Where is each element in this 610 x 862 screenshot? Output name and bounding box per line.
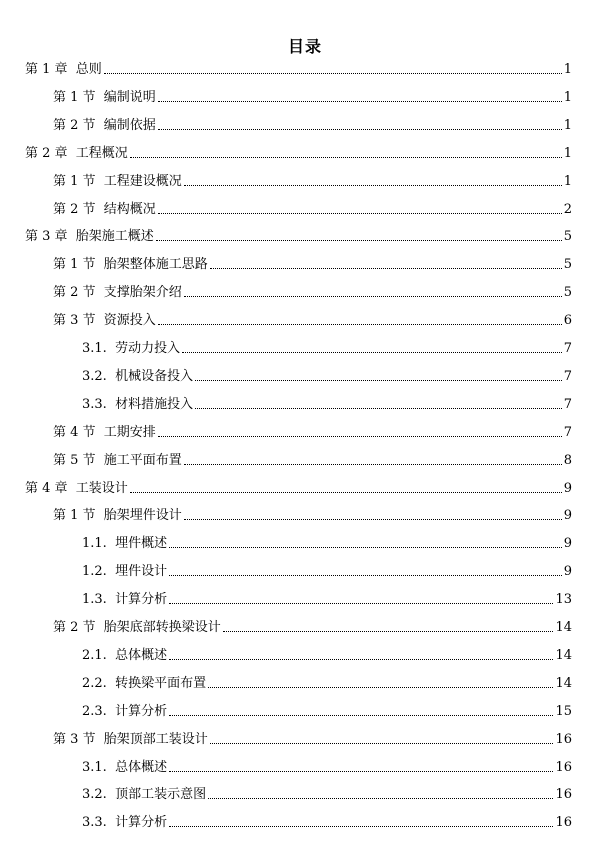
toc-entry[interactable] <box>0 170 610 190</box>
dot-leader <box>169 770 553 772</box>
toc-entry-label: 第 3 章 胎架施工概述 <box>25 229 154 245</box>
dot-leader <box>169 602 553 604</box>
toc-entry[interactable] <box>0 421 610 441</box>
toc-entry-label: 1.2. 埋件设计 <box>82 564 168 580</box>
dot-leader <box>158 100 562 102</box>
dot-leader <box>169 825 553 827</box>
toc-entry-page: 9 <box>563 508 572 524</box>
toc-entry-page: 16 <box>555 731 572 747</box>
toc-entry-label: 第 2 章 工程概况 <box>25 145 128 161</box>
toc-entry-page: 16 <box>555 787 572 803</box>
dot-leader <box>169 714 553 716</box>
toc-entry-page: 7 <box>563 424 572 440</box>
toc-entry[interactable] <box>0 253 610 273</box>
toc-entry-label: 第 3 节 胎架顶部工装设计 <box>53 731 208 747</box>
toc-entry-page: 14 <box>555 647 572 663</box>
toc-entry[interactable] <box>0 728 610 748</box>
toc-entry-page: 9 <box>563 536 572 552</box>
toc-entry-label: 3.3. 计算分析 <box>82 815 168 831</box>
toc-entry[interactable] <box>0 672 610 692</box>
toc-entry-page: 8 <box>563 452 572 468</box>
toc-entry-label: 3.1. 劳动力投入 <box>82 341 181 356</box>
toc-entry[interactable] <box>0 449 610 469</box>
dot-leader <box>195 407 562 409</box>
dot-leader <box>169 574 562 576</box>
toc-entry-label: 第 2 节 编制依据 <box>53 117 156 133</box>
toc-entry-page: 1 <box>563 173 572 189</box>
toc-entry-label: 1.3. 计算分析 <box>82 592 168 608</box>
dot-leader <box>158 128 562 130</box>
toc-entry[interactable] <box>0 560 610 580</box>
dot-leader <box>184 463 562 465</box>
toc-entry[interactable] <box>0 337 610 357</box>
dot-leader <box>130 491 562 493</box>
dot-leader <box>130 156 562 158</box>
toc-entry-label: 第 4 节 工期安排 <box>53 424 156 440</box>
toc-entry[interactable] <box>0 588 610 608</box>
dot-leader <box>184 184 562 186</box>
toc-entry[interactable] <box>0 58 610 78</box>
toc-entry-label: 第 4 章 工装设计 <box>25 480 128 496</box>
dot-leader <box>104 72 562 74</box>
toc-entry[interactable] <box>0 756 610 776</box>
dot-leader <box>208 686 553 688</box>
toc-entry-page: 5 <box>563 285 572 301</box>
toc-entry-label: 2.1. 总体概述 <box>82 647 168 663</box>
toc-entry-label: 3.2. 顶部工装示意图 <box>82 787 207 803</box>
dot-leader <box>223 630 554 632</box>
toc-entry[interactable] <box>0 644 610 664</box>
toc-entry-page: 15 <box>555 703 572 719</box>
toc-entry-label: 2.3. 计算分析 <box>82 703 168 719</box>
toc-entry[interactable] <box>0 616 610 636</box>
toc-entry-page: 13 <box>555 592 572 608</box>
toc-entry-page: 16 <box>555 759 572 775</box>
toc-entry-page: 6 <box>563 313 572 329</box>
toc-entry[interactable] <box>0 114 610 134</box>
toc-title: 目录 <box>287 37 322 56</box>
dot-leader <box>156 239 562 241</box>
dot-leader <box>184 518 562 520</box>
toc-entry-page: 5 <box>563 229 572 245</box>
toc-entry-label: 2.2. 转换梁平面布置 <box>82 675 207 691</box>
toc-entry[interactable] <box>0 142 610 162</box>
toc-entry-page: 16 <box>555 815 572 831</box>
toc-entry[interactable] <box>0 281 610 301</box>
toc-entry-label: 第 1 节 胎架埋件设计 <box>53 508 182 524</box>
toc-entry-page: 7 <box>563 368 572 384</box>
toc-entry-label: 3.3. 材料措施投入 <box>82 396 194 412</box>
toc-entry[interactable] <box>0 532 610 552</box>
toc-entry-label: 第 1 章 总则 <box>25 62 102 77</box>
toc-entry-label: 第 2 节 胎架底部转换梁设计 <box>53 620 221 635</box>
toc-entry-page: 5 <box>563 257 572 273</box>
toc-entry-label: 1.1. 埋件概述 <box>82 536 168 552</box>
toc-entry-label: 第 1 节 工程建设概况 <box>53 173 182 189</box>
dot-leader <box>169 546 562 548</box>
toc-entry[interactable] <box>0 504 610 524</box>
toc-entry-page: 14 <box>555 675 572 691</box>
toc-entry-label: 第 3 节 资源投入 <box>53 313 156 329</box>
toc-entry[interactable] <box>0 365 610 385</box>
toc-entry-label: 第 2 节 结构概况 <box>53 201 156 217</box>
toc-entry-page: 1 <box>563 89 572 105</box>
toc-entry[interactable] <box>0 700 610 720</box>
toc-entry[interactable] <box>0 477 610 497</box>
dot-leader <box>210 742 554 744</box>
toc-entry[interactable] <box>0 393 610 413</box>
toc-entry-page: 14 <box>555 620 572 635</box>
dot-leader <box>169 658 553 660</box>
toc-entry-page: 9 <box>563 480 572 496</box>
toc-entry-label: 第 2 节 支撑胎架介绍 <box>53 285 182 301</box>
dot-leader <box>208 797 553 799</box>
toc-entry[interactable] <box>0 86 610 106</box>
dot-leader <box>184 295 562 297</box>
dot-leader <box>182 351 562 353</box>
toc-entry-page: 1 <box>563 62 572 77</box>
toc-entry-label: 3.2. 机械设备投入 <box>82 368 194 384</box>
dot-leader <box>158 323 562 325</box>
toc-entry-page: 7 <box>563 341 572 356</box>
toc-entry-label: 3.1. 总体概述 <box>82 759 168 775</box>
toc-entry[interactable] <box>0 783 610 803</box>
toc-entry-label: 第 1 节 胎架整体施工思路 <box>53 257 208 273</box>
toc-entry[interactable] <box>0 198 610 218</box>
toc-entry[interactable] <box>0 309 610 329</box>
dot-leader <box>195 379 562 381</box>
dot-leader <box>158 435 562 437</box>
toc-entry-page: 2 <box>563 201 572 217</box>
toc-entry-page: 1 <box>563 117 572 133</box>
dot-leader <box>158 212 562 214</box>
toc-entry-label: 第 5 节 施工平面布置 <box>53 452 182 468</box>
toc-entry-label: 第 1 节 编制说明 <box>53 89 156 105</box>
toc-entry-page: 1 <box>563 145 572 161</box>
toc-entry[interactable] <box>0 225 610 245</box>
toc-entry[interactable] <box>0 811 610 831</box>
toc-entry-page: 9 <box>563 564 572 580</box>
dot-leader <box>210 267 562 269</box>
toc-entry-page: 7 <box>563 396 572 412</box>
